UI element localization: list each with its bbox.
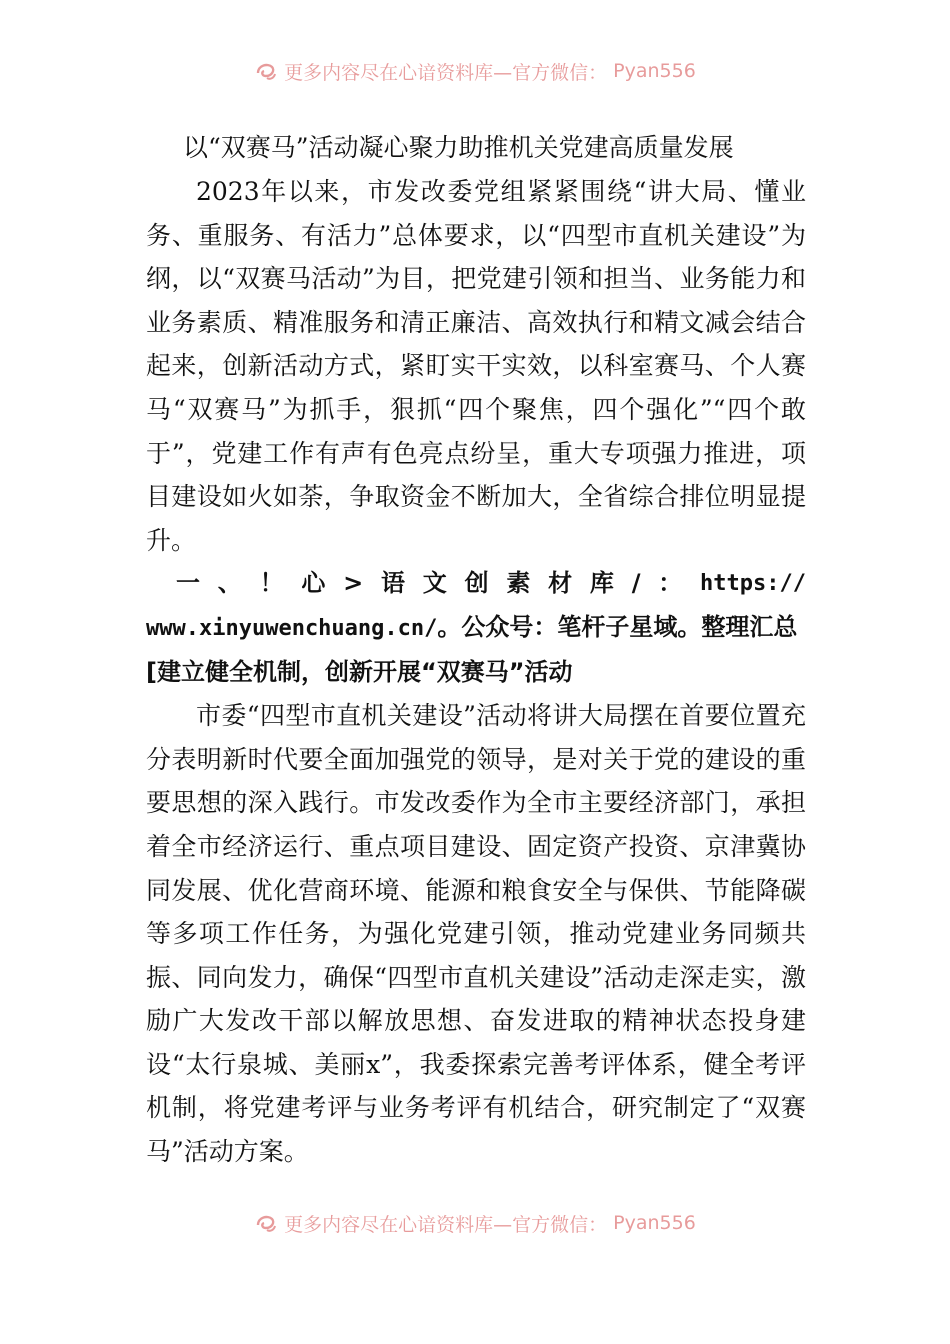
- watermark-footer: [0, 1208, 950, 1238]
- intro-paragraph: 2023年以来，市发改委党组紧紧围绕“讲大局、懂业务、重服务、有活力”总体要求，以“四型市直机关建设”为纲，以“双赛马活动”为目，把党建引领和担当、业务能力和业务素质、精准服务和清正廉洁、高效执行和精文减会结合起来，创新活动方式，紧盯实干实效，以科室赛马、个人赛马“双赛马”为抓手，狠抓“四个聚焦，四个强化”“四个敢于”，党建工作有声有色亮点纷呈，重大专项强力推进，项目建设如火如荼，争取资金不断加大，全省综合排位明显提升。: [146, 177, 806, 555]
- heading-char: 文: [422, 569, 447, 598]
- watermark-header: [0, 56, 950, 86]
- heading-char: 材: [548, 569, 573, 598]
- heading-char: ：: [658, 569, 683, 598]
- section-heading-url: www.xinyuwenchuang.cn/: [146, 615, 438, 641]
- heading-char: >: [343, 569, 364, 598]
- heading-char: 库: [589, 569, 614, 598]
- watermark-id: Pyan556: [613, 60, 696, 82]
- heading-char: 心: [301, 569, 326, 598]
- heading-char: ！: [259, 569, 284, 598]
- swirl-logo-icon: [254, 1211, 278, 1235]
- section-heading-line1: [146, 562, 806, 606]
- section-heading-line3: [建立健全机制，创新开展“双赛马”活动: [146, 657, 573, 686]
- watermark-text: 更多内容尽在心谙资料库—官方微信：: [284, 1213, 608, 1236]
- section-heading-line2: [146, 606, 806, 651]
- document-body: [146, 126, 806, 1174]
- heading-char: 一: [176, 569, 200, 598]
- swirl-logo-icon: [254, 59, 278, 83]
- heading-char: https://: [700, 571, 806, 597]
- heading-char: 语: [381, 569, 406, 598]
- section-heading-1: [146, 562, 806, 694]
- section-heading-line2-rest: 。公众号：笔杆子星域。整理汇总: [437, 612, 798, 641]
- heading-char: 创: [464, 569, 489, 598]
- heading-char: 、: [217, 569, 242, 598]
- body-paragraph-2: 市委“四型市直机关建设”活动将讲大局摆在首要位置充分表明新时代要全面加强党的领导，是对关于党的建设的重要思想的深入践行。市发改委作为全市主要经济部门，承担着全市经济运行、重点项目建设、固定资产投资、京津冀协同发展、优化营商环境、能源和粮食安全与保供、节能降碳等多项工作任务，为强化党建引领，推动党建业务同频共振、同向发力，确保“四型市直机关建设”活动走深走实，激励广大发改干部以解放思想、奋发进取的精神状态投身建设“太行泉城、美丽x”，我委探索完善考评体系，健全考评机制，将党建考评与业务考评有机结合，研究制定了“双赛马”活动方案。: [146, 701, 806, 1167]
- watermark-text: 更多内容尽在心谙资料库—官方微信：: [284, 61, 608, 84]
- watermark-id: Pyan556: [613, 1212, 696, 1234]
- heading-char: 素: [506, 569, 531, 598]
- heading-char: /: [631, 569, 641, 598]
- document-title: 以“双赛马”活动凝心聚力助推机关党建高质量发展: [183, 133, 734, 162]
